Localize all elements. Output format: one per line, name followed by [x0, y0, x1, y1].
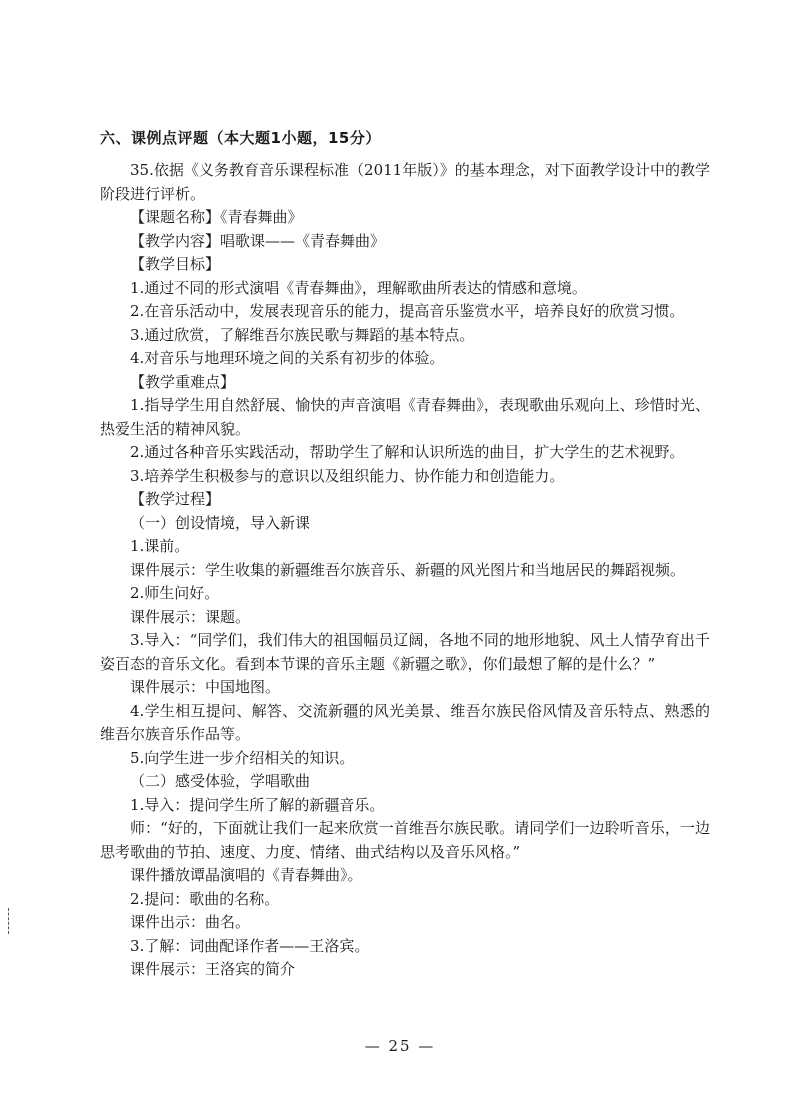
scan-margin-mark: [8, 908, 11, 934]
courseware-note: 课件展示：中国地图。: [130, 678, 281, 696]
process-step: 4.学生相互提问、解答、交流新疆的风光美景、维吾尔族民俗风情及音乐特点、熟悉的维吾尔族音乐作品等。: [100, 701, 710, 743]
lesson-title-line: 【课题名称】《青春舞曲》: [130, 208, 303, 226]
page-number: — 25 —: [364, 1037, 436, 1055]
objective-item: 4.对音乐与地理环境之间的关系有初步的体验。: [130, 349, 445, 367]
question-stem: 35.依据《义务教育音乐课程标准（2011年版）》的基本理念，对下面教学设计中的教学阶段进行评析。: [100, 161, 710, 203]
section-heading: 六、课例点评题（本大题1小题，15分）: [100, 129, 381, 147]
lesson-content-line: 【教学内容】唱歌课——《青春舞曲》: [130, 231, 386, 250]
key-points-heading: 【教学重难点】: [130, 372, 236, 391]
courseware-note: 课件展示：学生收集的新疆维吾尔族音乐、新疆的风光图片和当地居民的舞蹈视频。: [130, 560, 686, 579]
process-stage-heading: （二）感受体验，学唱歌曲: [130, 772, 311, 790]
courseware-note: 课件播放谭晶演唱的《青春舞曲》。: [130, 866, 363, 884]
process-step: 3.了解：词曲配译作者——王洛宾。: [130, 936, 370, 955]
process-step: 1.导入：提问学生所了解的新疆音乐。: [130, 795, 385, 814]
objectives-heading: 【教学目标】: [130, 255, 221, 273]
process-stage-heading: （一）创设情境，导入新课: [130, 513, 311, 532]
process-step: 3.导入：“同学们，我们伟大的祖国幅员辽阔，各地不同的地形地貌、风土人情孕育出千姿百态的音乐文化。看到本节课的音乐主题《新疆之歌》，你们最想了解的是什么？”: [100, 631, 710, 673]
objective-item: 2.在音乐活动中，发展表现音乐的能力，提高音乐鉴赏水平，培养良好的欣赏习惯。: [130, 302, 685, 320]
courseware-note: 课件展示：王洛宾的简介: [130, 960, 296, 978]
key-point-item: 3.培养学生积极参与的意识以及组织能力、协作能力和创造能力。: [130, 466, 565, 485]
question-body: [100, 159, 710, 982]
key-point-item: 2.通过各种音乐实践活动，帮助学生了解和认识所选的曲目，扩大学生的艺术视野。: [130, 443, 685, 461]
process-step: 5.向学生进一步介绍相关的知识。: [130, 748, 355, 767]
process-heading: 【教学过程】: [130, 490, 221, 508]
process-step: 2.师生问好。: [130, 584, 220, 602]
objective-item: 3.通过欣赏，了解维吾尔族民歌与舞蹈的基本特点。: [130, 325, 475, 344]
key-point-item: 1.指导学生用自然舒展、愉快的声音演唱《青春舞曲》，表现歌曲乐观向上、珍惜时光、热爱生活的精神风貌。: [100, 396, 710, 438]
courseware-note: 课件出示：曲名。: [130, 913, 251, 931]
process-step: 2.提问：歌曲的名称。: [130, 889, 280, 908]
process-step: 1.课前。: [130, 537, 190, 555]
objective-item: 1.通过不同的形式演唱《青春舞曲》，理解歌曲所表达的情感和意境。: [130, 278, 587, 297]
teacher-speech: 师：“好的，下面就让我们一起来欣赏一首维吾尔族民歌。请同学们一边聆听音乐，一边思考歌曲的节拍、速度、力度、情绪、曲式结构以及音乐风格。”: [100, 819, 710, 861]
courseware-note: 课件展示：课题。: [130, 607, 251, 626]
